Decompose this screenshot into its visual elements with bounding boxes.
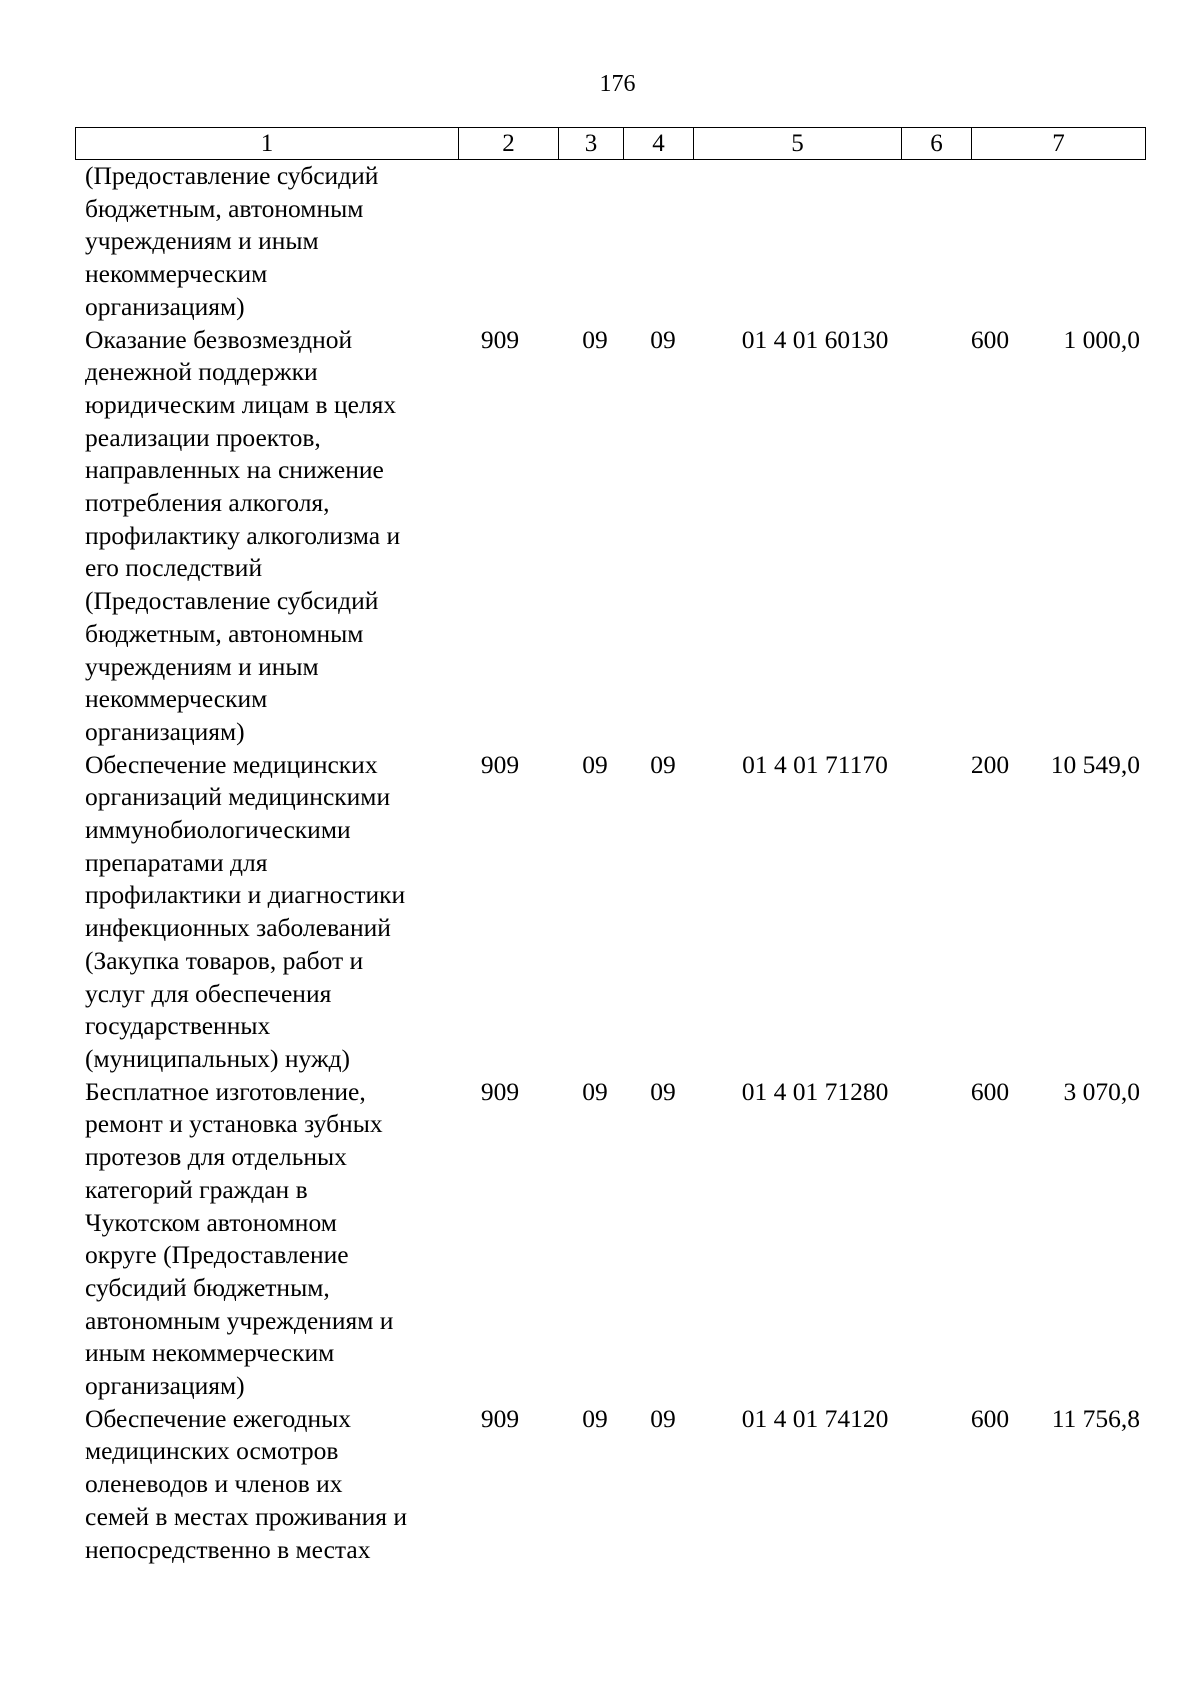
description-line: иным некоммерческим [85, 1338, 335, 1368]
description-line: учреждениям и иным [85, 651, 319, 681]
section-code: 09 [582, 1076, 608, 1106]
ministry-code: 909 [480, 1076, 520, 1106]
section-code: 09 [582, 324, 608, 354]
expense-type-code: 600 [970, 324, 1010, 354]
section-code: 09 [582, 749, 608, 779]
target-article-code: 01 4 01 60130 [741, 324, 889, 354]
description-line: бюджетным, автономным [85, 193, 364, 223]
description-line: непосредственно в местах [85, 1534, 371, 1564]
amount-value: 1 000,0 [1063, 324, 1140, 354]
description-line: (Предоставление субсидий [85, 586, 379, 616]
table-row [75, 1076, 1150, 1403]
amount-value: 10 549,0 [1050, 749, 1140, 779]
description-line: округе (Предоставление [85, 1240, 349, 1270]
column-header-1: 1 [76, 128, 459, 160]
description-line: Оказание безвозмездной [85, 324, 353, 354]
description-line: (Предоставление субсидий [85, 161, 379, 190]
description-line: реализации проектов, [85, 422, 321, 452]
column-header-6: 6 [902, 128, 972, 160]
row-description [75, 1403, 455, 1567]
expense-type-code: 600 [970, 1403, 1010, 1433]
target-article-code: 01 4 01 74120 [741, 1403, 889, 1433]
description-line: ремонт и установка зубных [85, 1109, 383, 1139]
table-row [75, 324, 1150, 749]
description-line: (муниципальных) нужд) [85, 1043, 351, 1073]
table-row [75, 160, 1150, 324]
table-body [75, 160, 1150, 1566]
description-line: препаратами для [85, 847, 268, 877]
row-description [75, 324, 455, 749]
description-line: потребления алкоголя, [85, 488, 330, 518]
description-line: денежной поддержки [85, 357, 318, 387]
expense-type-code: 600 [970, 1076, 1010, 1106]
description-line: организациям) [85, 716, 245, 746]
subsection-code: 09 [650, 324, 676, 354]
description-line: семей в местах проживания и [85, 1501, 407, 1531]
table-row [75, 749, 1150, 1076]
column-header-5: 5 [694, 128, 902, 160]
description-line: профилактики и диагностики [85, 880, 406, 910]
description-line: бюджетным, автономным [85, 618, 364, 648]
column-header-4: 4 [624, 128, 694, 160]
description-line: оленеводов и членов их [85, 1469, 343, 1499]
target-article-code: 01 4 01 71280 [741, 1076, 889, 1106]
description-line: организаций медицинскими [85, 782, 391, 812]
description-line: некоммерческим [85, 684, 268, 714]
description-line: организациям) [85, 291, 245, 321]
section-code: 09 [582, 1403, 608, 1433]
table-row [75, 1403, 1150, 1567]
description-line: организациям) [85, 1371, 245, 1401]
description-line: субсидий бюджетным, [85, 1272, 330, 1302]
column-header-2: 2 [459, 128, 559, 160]
column-header-table [75, 127, 1146, 160]
ministry-code: 909 [480, 1403, 520, 1433]
description-line: некоммерческим [85, 259, 268, 289]
description-line: Чукотском автономном [85, 1207, 337, 1237]
description-line: Обеспечение ежегодных [85, 1403, 352, 1433]
target-article-code: 01 4 01 71170 [742, 749, 888, 779]
amount-value: 11 756,8 [1051, 1403, 1140, 1433]
row-description [75, 749, 455, 1076]
description-line: направленных на снижение [85, 455, 384, 485]
description-line: иммунобиологическими [85, 815, 351, 845]
description-line: инфекционных заболеваний [85, 913, 391, 943]
amount-value: 3 070,0 [1063, 1076, 1140, 1106]
description-line: профилактику алкоголизма и [85, 520, 401, 550]
row-description [75, 1076, 455, 1403]
row-description [75, 160, 455, 324]
description-line: юридическим лицам в целях [85, 389, 397, 419]
description-line: протезов для отдельных [85, 1142, 347, 1172]
column-header-3: 3 [559, 128, 624, 160]
description-line: государственных [85, 1011, 271, 1041]
description-line: учреждениям и иным [85, 226, 319, 256]
description-line: его последствий [85, 553, 263, 583]
expense-type-code: 200 [970, 749, 1010, 779]
subsection-code: 09 [650, 1403, 676, 1433]
column-header-7: 7 [972, 128, 1146, 160]
subsection-code: 09 [650, 1076, 676, 1106]
column-header-row [76, 128, 1146, 160]
ministry-code: 909 [480, 324, 520, 354]
description-line: медицинских осмотров [85, 1436, 339, 1466]
description-line: категорий граждан в [85, 1174, 308, 1204]
subsection-code: 09 [650, 749, 676, 779]
description-line: услуг для обеспечения [85, 978, 332, 1008]
page-number: 176 [599, 71, 636, 97]
description-line: (Закупка товаров, работ и [85, 945, 364, 975]
description-line: автономным учреждениям и [85, 1305, 394, 1335]
description-line: Обеспечение медицинских [85, 749, 378, 779]
ministry-code: 909 [480, 749, 520, 779]
description-line: Бесплатное изготовление, [85, 1076, 366, 1106]
